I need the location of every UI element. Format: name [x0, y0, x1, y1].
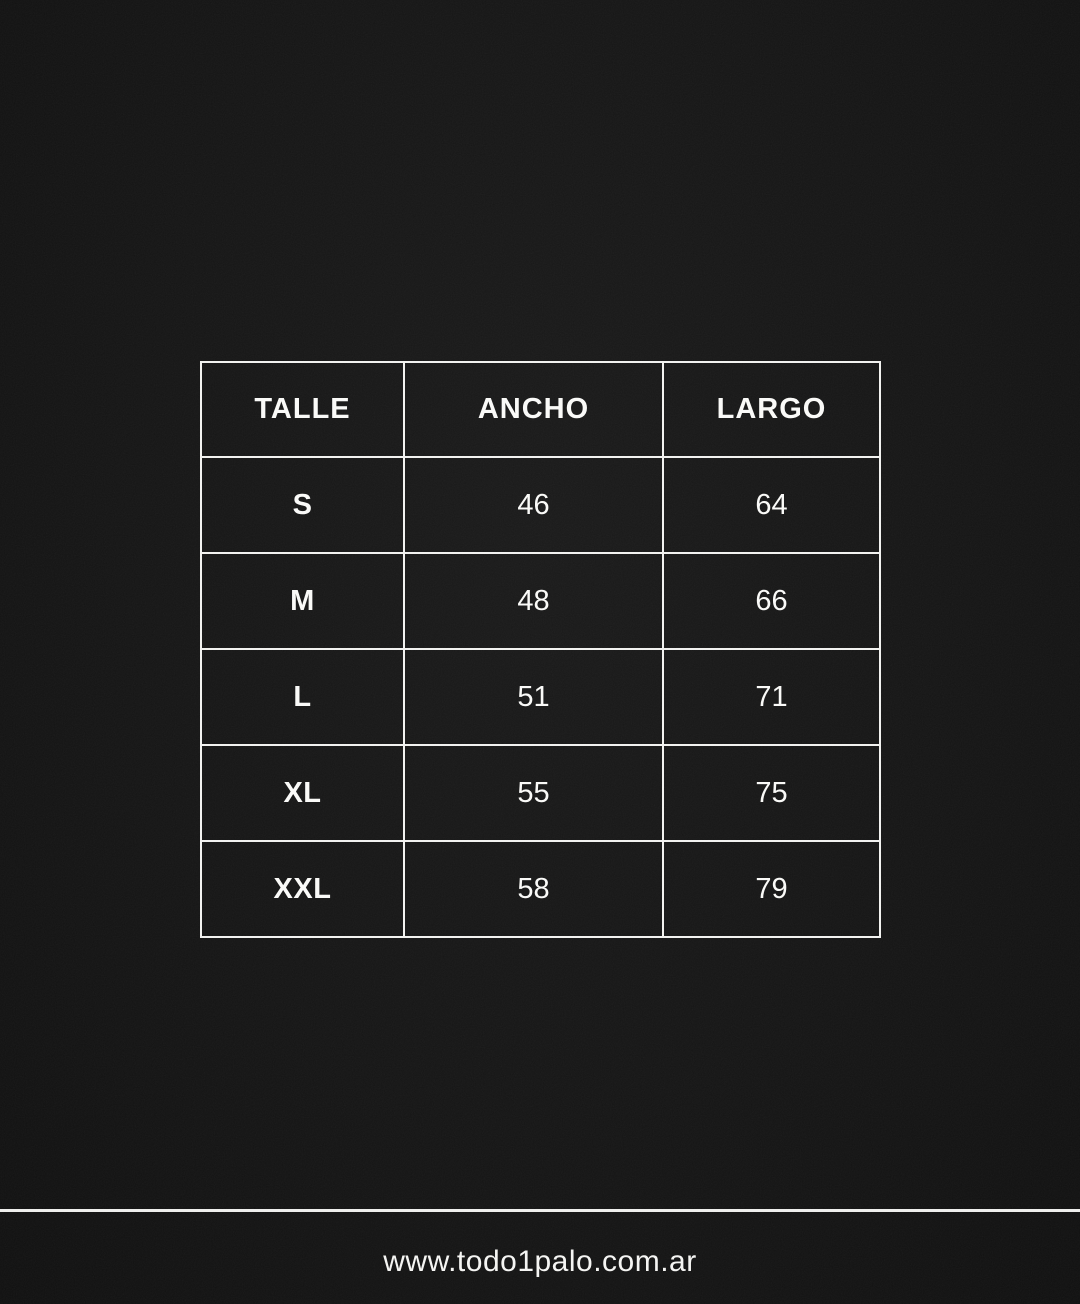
size-label-cell: S — [201, 457, 404, 553]
largo-value-cell: 64 — [663, 457, 880, 553]
size-label-cell: XL — [201, 745, 404, 841]
ancho-value-cell: 55 — [404, 745, 663, 841]
largo-value-cell: 79 — [663, 841, 880, 937]
size-chart-table — [200, 361, 879, 940]
table-row — [201, 649, 880, 745]
header-cell-talle: TALLE — [201, 362, 404, 457]
size-label-cell: L — [201, 649, 404, 745]
ancho-value-cell: 46 — [404, 457, 663, 553]
table-header-row — [201, 362, 880, 457]
website-url-text: www.todo1palo.com.ar — [383, 1245, 697, 1278]
header-cell-ancho: ANCHO — [404, 362, 663, 457]
table-row — [201, 553, 880, 649]
ancho-value-cell: 48 — [404, 553, 663, 649]
largo-value-cell: 66 — [663, 553, 880, 649]
size-label-cell: M — [201, 553, 404, 649]
footer-divider-line — [0, 1209, 1080, 1212]
ancho-value-cell: 58 — [404, 841, 663, 937]
header-cell-largo: LARGO — [663, 362, 880, 457]
table-row — [201, 841, 880, 937]
table-row — [201, 745, 880, 841]
ancho-value-cell: 51 — [404, 649, 663, 745]
largo-value-cell: 75 — [663, 745, 880, 841]
size-label-cell: XXL — [201, 841, 404, 937]
largo-value-cell: 71 — [663, 649, 880, 745]
table-row — [201, 457, 880, 553]
